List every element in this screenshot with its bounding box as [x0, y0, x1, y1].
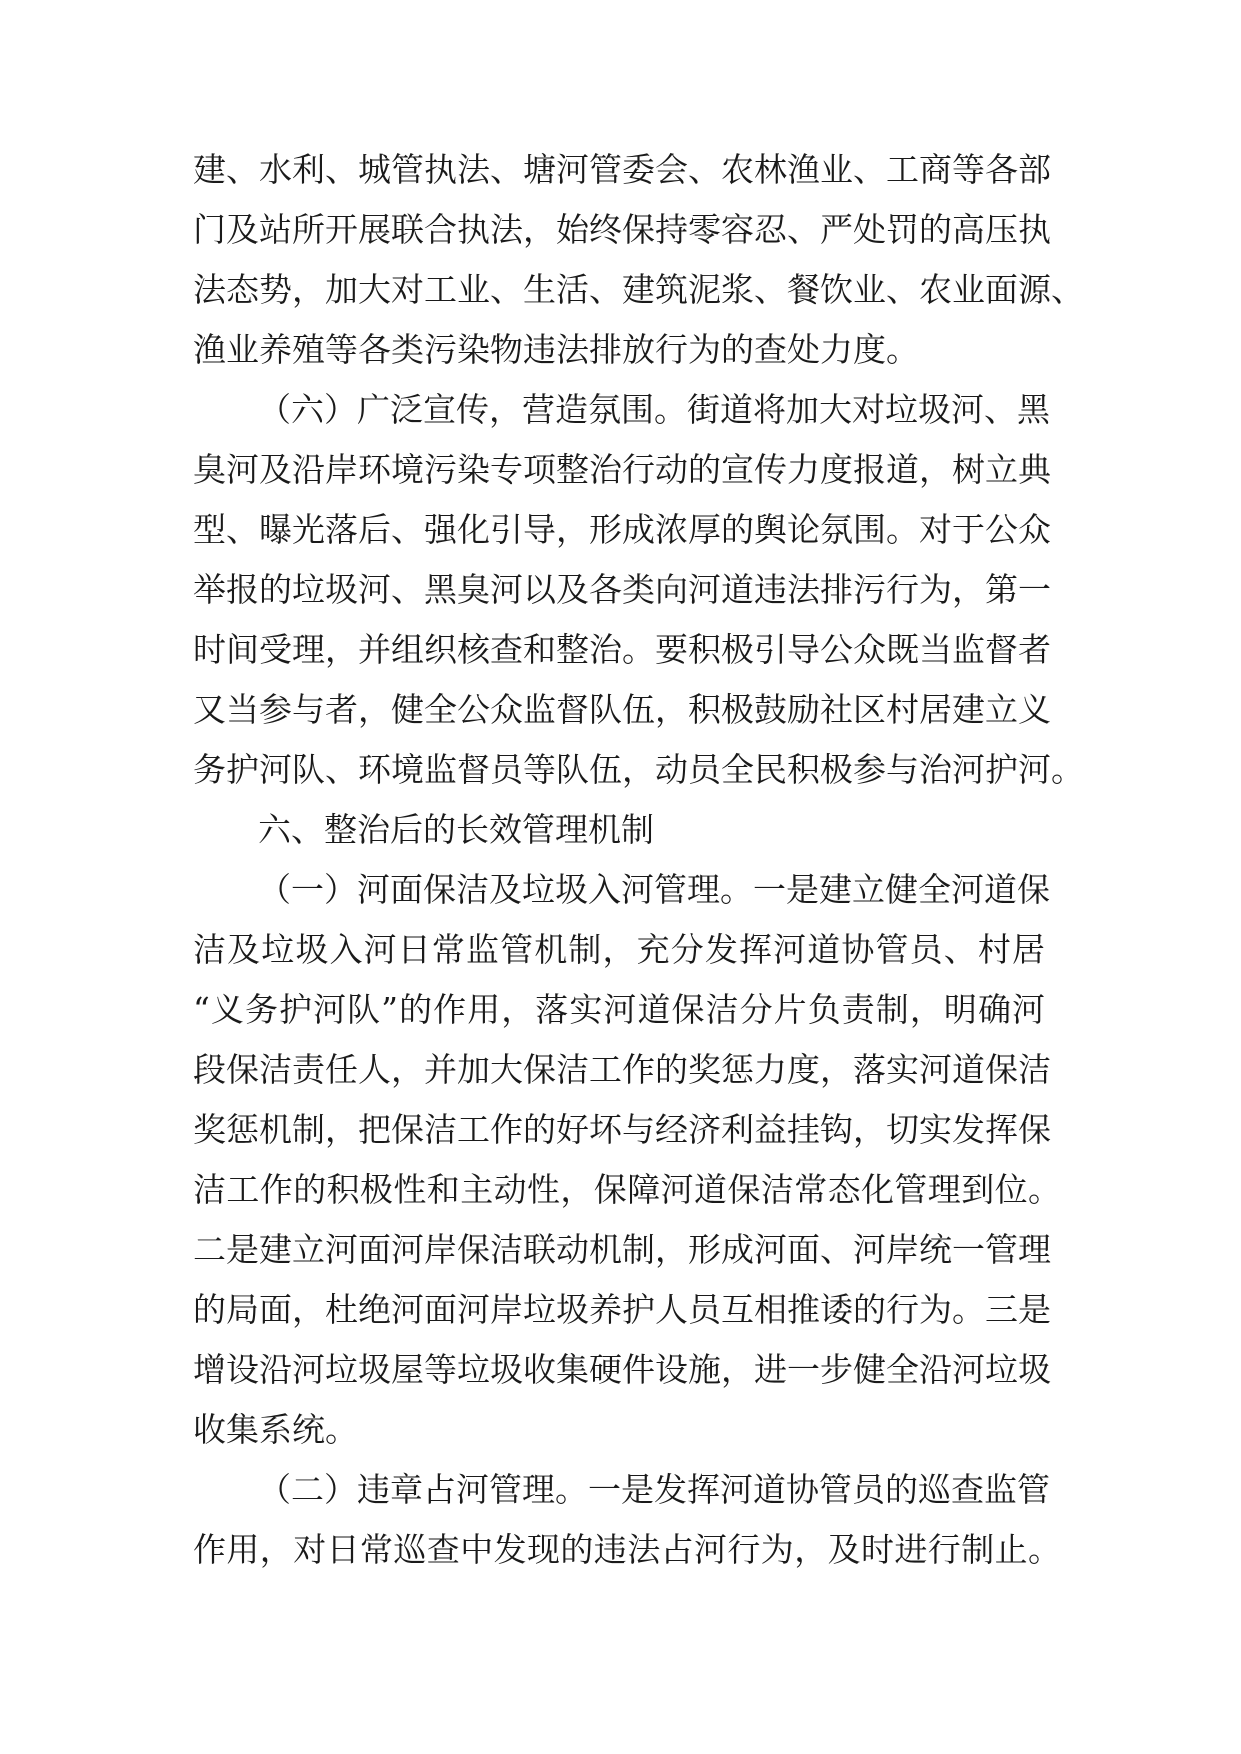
body-text-line: 二是建立河面河岸保洁联动机制，形成河面、河岸统一管理	[193, 1230, 1051, 1269]
body-text-line: 型、曝光落后、强化引导，形成浓厚的舆论氛围。对于公众	[193, 510, 1051, 549]
body-text-line: 洁及垃圾入河日常监管机制，充分发挥河道协管员、村居	[193, 930, 1045, 969]
body-text-line: 渔业养殖等各类污染物违法排放行为的查处力度。	[193, 330, 919, 369]
body-text-line: 奖惩机制，把保洁工作的好坏与经济利益挂钩，切实发挥保	[193, 1110, 1051, 1149]
chapter-heading: 六、整治后的长效管理机制	[258, 810, 654, 849]
body-text-line: 又当参与者，健全公众监督队伍，积极鼓励社区村居建立义	[193, 690, 1051, 729]
body-text-line: “义务护河队”的作用，落实河道保洁分片负责制，明确河	[193, 990, 1045, 1029]
body-text-line: 举报的垃圾河、黑臭河以及各类向河道违法排污行为，第一	[193, 570, 1051, 609]
body-text-line: 务护河队、环境监督员等队伍，动员全民积极参与治河护河。	[193, 750, 1084, 789]
body-text-line: 段保洁责任人，并加大保洁工作的奖惩力度，落实河道保洁	[193, 1050, 1051, 1089]
body-text-line: 洁工作的积极性和主动性，保障河道保洁常态化管理到位。	[193, 1170, 1061, 1209]
body-text-line: 门及站所开展联合执法，始终保持零容忍、严处罚的高压执	[193, 210, 1051, 249]
section-heading-line: （二）违章占河管理。一是发挥河道协管员的巡查监管	[258, 1470, 1050, 1509]
body-text-line: 收集系统。	[193, 1410, 358, 1449]
body-text-line: 法态势，加大对工业、生活、建筑泥浆、餐饮业、农业面源、	[193, 270, 1084, 309]
body-text-line: 建、水利、城管执法、塘河管委会、农林渔业、工商等各部	[193, 150, 1051, 189]
body-text-line: 作用，对日常巡查中发现的违法占河行为，及时进行制止。	[193, 1530, 1061, 1569]
section-heading-line: （一）河面保洁及垃圾入河管理。一是建立健全河道保	[258, 870, 1050, 909]
body-text-line: 的局面，杜绝河面河岸垃圾养护人员互相推诿的行为。三是	[193, 1290, 1051, 1329]
section-heading-line: （六）广泛宣传，营造氛围。街道将加大对垃圾河、黑	[258, 390, 1050, 429]
body-text-line: 时间受理，并组织核查和整治。要积极引导公众既当监督者	[193, 630, 1051, 669]
body-text-line: 臭河及沿岸环境污染专项整治行动的宣传力度报道，树立典	[193, 450, 1051, 489]
body-text-line: 增设沿河垃圾屋等垃圾收集硬件设施，进一步健全沿河垃圾	[193, 1350, 1051, 1389]
